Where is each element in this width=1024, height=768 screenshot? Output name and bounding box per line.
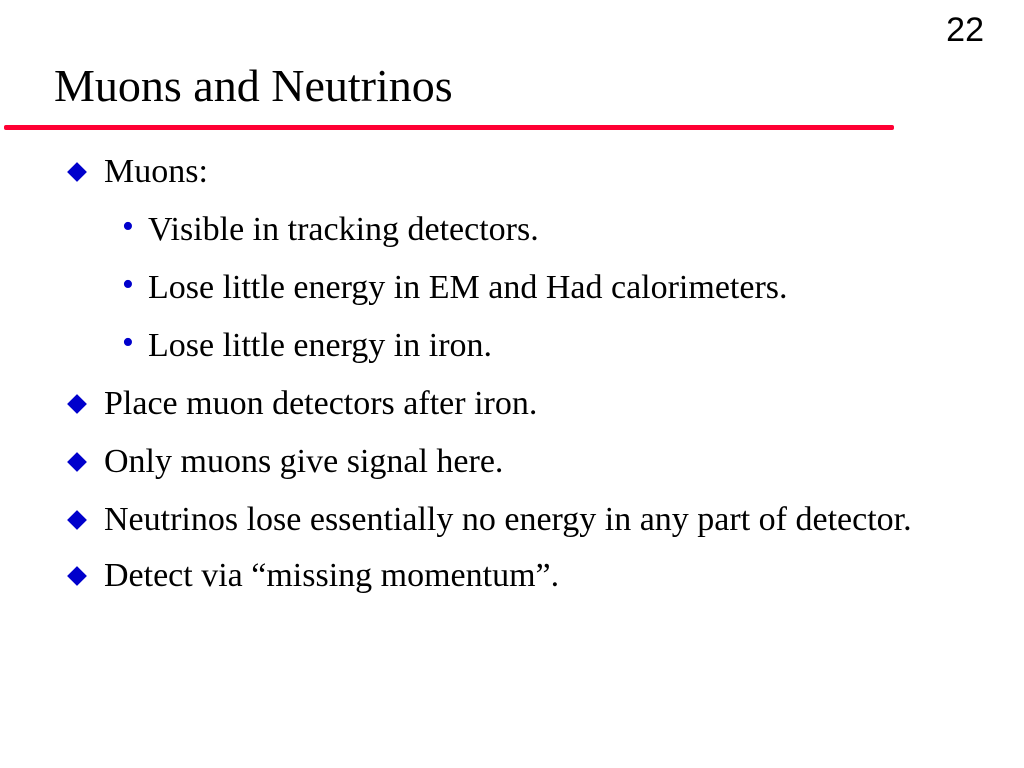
bullet-text: Muons:: [104, 153, 208, 190]
bullet-list: [64, 150, 944, 612]
dot-bullet-icon: •: [122, 266, 134, 303]
diamond-bullet-icon: [67, 162, 87, 182]
bullet-text: Detect via “missing momentum”.: [104, 557, 560, 594]
sub-list-item: [104, 266, 944, 310]
bullet-text: Place muon detectors after iron.: [104, 385, 538, 422]
dot-bullet-icon: •: [122, 324, 134, 361]
sub-bullet-text: Visible in tracking detectors.: [148, 211, 539, 248]
sub-bullet-text: Lose little energy in EM and Had calorimeters.: [148, 269, 788, 306]
slide-title: Muons and Neutrinos: [54, 60, 453, 111]
sub-bullet-list: [104, 208, 944, 368]
sub-bullet-text: Lose little energy in iron.: [148, 327, 493, 364]
slide-number: 22: [946, 11, 984, 49]
bullet-text: Only muons give signal here.: [104, 443, 504, 480]
bullet-text: Neutrinos lose essentially no energy in any part of detector.: [104, 501, 912, 538]
list-item: [64, 440, 944, 484]
list-item: [64, 150, 944, 368]
diamond-bullet-icon: [67, 394, 87, 414]
diamond-bullet-icon: [67, 510, 87, 530]
list-item: [64, 554, 944, 598]
list-item: [64, 382, 944, 426]
dot-bullet-icon: •: [122, 208, 134, 245]
diamond-bullet-icon: [67, 566, 87, 586]
list-item: [64, 498, 944, 542]
sub-list-item: [104, 208, 944, 252]
sub-list-item: [104, 324, 944, 368]
title-divider: [4, 125, 894, 130]
diamond-bullet-icon: [67, 452, 87, 472]
